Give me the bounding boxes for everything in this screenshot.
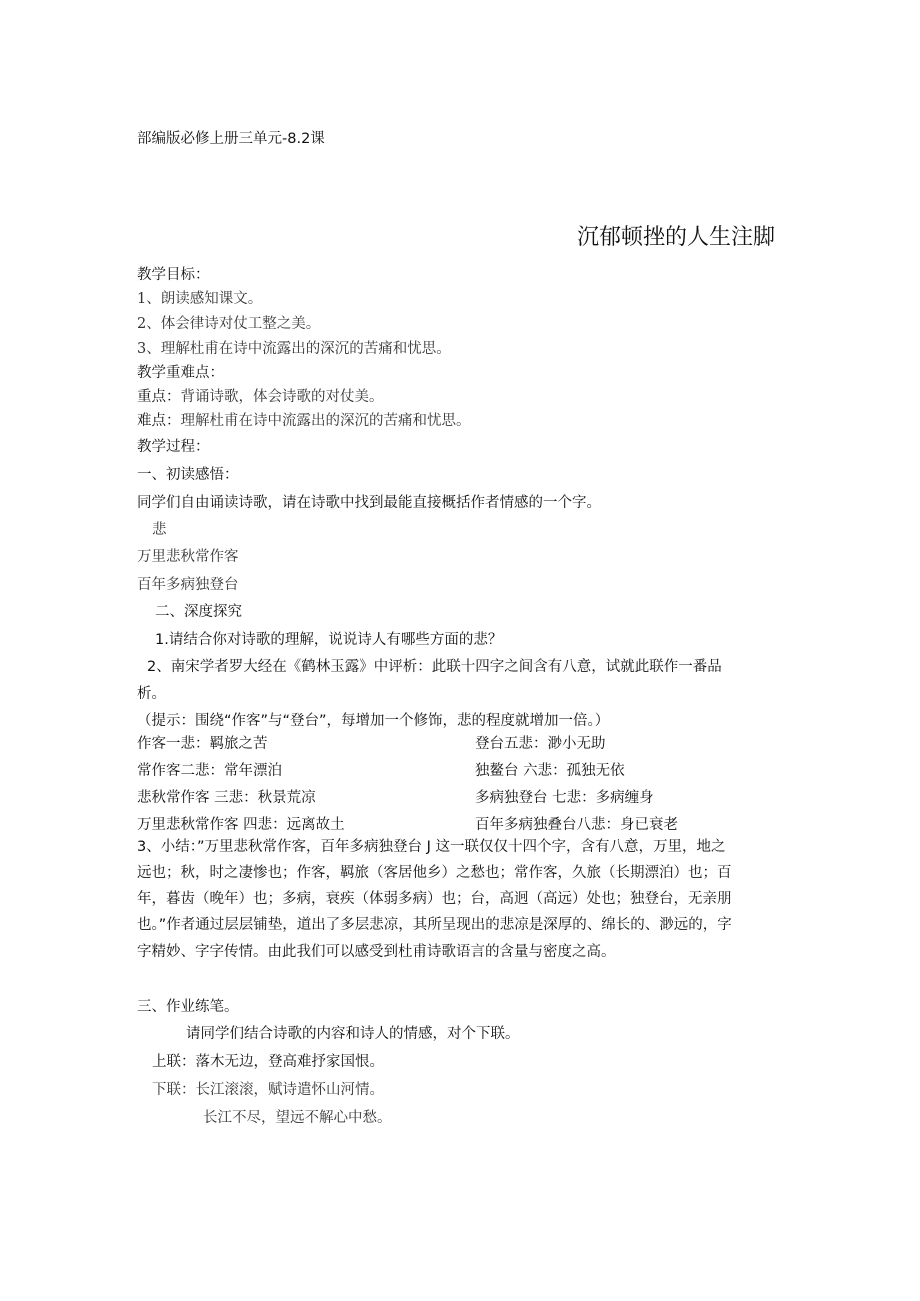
- sorrow-left-2: 常作客二悲：常年漂泊: [137, 763, 282, 779]
- sorrow-left-1: 作客一悲：羁旅之苦: [137, 736, 268, 752]
- part3-instruction: 请同学们结合诗歌的内容和诗人的情感，对个下联。: [186, 1026, 520, 1042]
- sorrow-right-2: 独鳌台 六悲：孤独无依: [475, 763, 625, 779]
- focus-text: 背诵诗歌，体会诗歌的对仗美。: [180, 389, 384, 405]
- process-heading: 教学过程：: [137, 439, 210, 455]
- sorrow-right-4: 百年多病独叠台八悲：身已衰老: [475, 817, 678, 833]
- goal-item: 2、体会律诗对仗工整之美。: [137, 316, 321, 332]
- part1-heading: 一、初读感悟：: [137, 467, 239, 483]
- lower-couplet: 下联：长江滚滚，赋诗遣怀山河情。: [152, 1082, 384, 1098]
- answer-char: 悲: [152, 522, 167, 538]
- question-1: 1.请结合你对诗歌的理解，说说诗人有哪些方面的悲？: [155, 632, 503, 648]
- poem-line-1: 万里悲秋常作客: [137, 549, 239, 565]
- page-title: 沉郁顿挫的人生注脚: [577, 225, 776, 250]
- key-points-heading: 教学重难点：: [137, 365, 224, 381]
- hint: （提示：围绕“作客”与“登台”，每增加一个修饰，悲的程度就增加一倍。）: [137, 713, 610, 729]
- goal-item: 3、理解杜甫在诗中流露出的深沉的苦痛和忧思。: [137, 341, 451, 357]
- question-2-line-2: 析。: [137, 686, 166, 702]
- header-line: 部编版必修上册三单元-8.2课: [137, 131, 325, 147]
- difficulty-text: 理解杜甫在诗中流露出的深沉的苦痛和忧思。: [180, 413, 471, 429]
- summary-line: 也。”作者通过层层铺垫，道出了多层悲凉，其所呈现出的悲凉是深厚的、绵长的、渺远的，字: [137, 917, 732, 933]
- upper-couplet: 上联：落木无边，登高难抒家国恨。: [152, 1054, 384, 1070]
- sorrow-left-4: 万里悲秋常作客 四悲：远离故土: [137, 817, 345, 833]
- summary-line: 字精妙、字字传情。由此我们可以感受到杜甫诗歌语言的含量与密度之高。: [137, 944, 616, 960]
- lower-couplet-alt: 长江不尽，望远不解心中愁。: [203, 1110, 392, 1126]
- goals-heading: 教学目标：: [137, 267, 210, 283]
- question-2-line-1: 2、南宋学者罗大经在《鹤林玉露》中评析：此联十四字之间含有八意，试就此联作一番品: [147, 659, 722, 675]
- part2-heading: 二、深度探究: [155, 604, 242, 620]
- focus-line: [137, 387, 384, 407]
- summary-line: 远也；秋，时之凄惨也；作客，羁旅（客居他乡）之愁也；常作客，久旅（长期漂泊）也；百: [137, 865, 732, 881]
- summary-line: 年，暮齿（晚年）也；多病，衰疾（体弱多病）也；台，高迥（高远）处也；独登台，无亲朋: [137, 891, 732, 907]
- part3-heading: 三、作业练笔。: [137, 999, 239, 1015]
- sorrow-right-1: 登台五悲：渺小无助: [475, 736, 606, 752]
- focus-label: 重点：: [137, 389, 181, 405]
- sorrow-left-3: 悲秋常作客 三悲：秋景荒凉: [137, 790, 316, 806]
- sorrow-right-3: 多病独登台 七悲：多病缠身: [475, 790, 654, 806]
- goal-item: 1、朗读感知课文。: [137, 291, 263, 307]
- summary-line: 3、小结：”万里悲秋常作客，百年多病独登台 J 这一联仅仅十四个字，含有八意，万里，地之: [137, 839, 726, 855]
- difficulty-line: [137, 411, 471, 431]
- difficulty-label: 难点：: [137, 413, 181, 429]
- poem-line-2: 百年多病独登台: [137, 577, 239, 593]
- part1-instruction: 同学们自由诵读诗歌，请在诗歌中找到最能直接概括作者情感的一个字。: [137, 495, 601, 511]
